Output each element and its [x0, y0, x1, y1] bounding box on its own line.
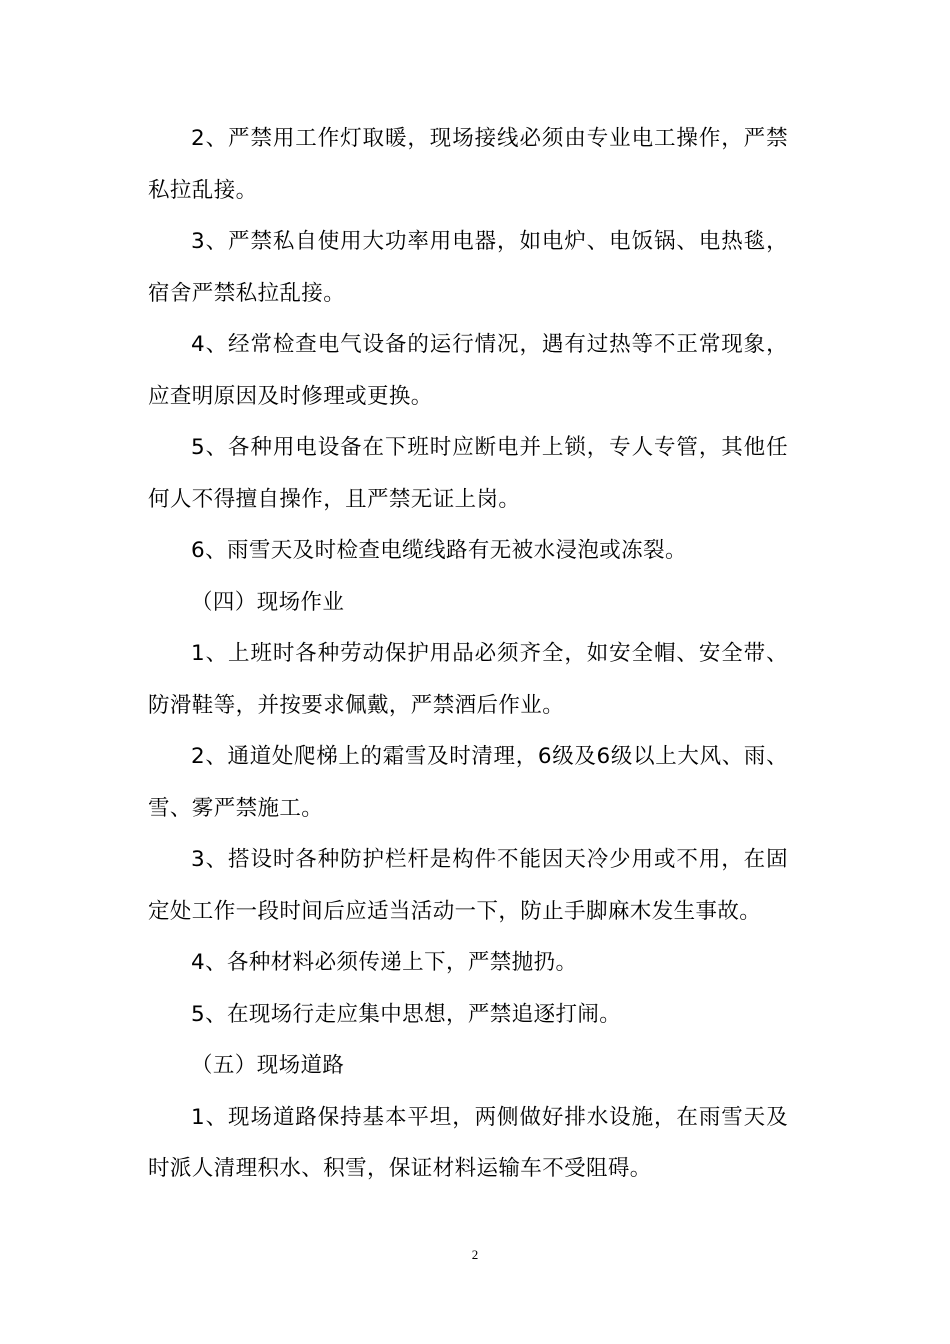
paragraph-site-work-1: 1、上班时各种劳动保护用品必须齐全，如安全帽、安全带、防滑鞋等，并按要求佩戴，严禁酒后作业。	[148, 641, 788, 718]
document-body	[148, 113, 788, 1195]
paragraph-site-work-3: 3、搭设时各种防护栏杆是构件不能因天冷少用或不用，在固定处工作一段时间后应适当活动一下，防止手脚麻木发生事故。	[148, 847, 788, 924]
paragraph-electrical-5: 5、各种用电设备在下班时应断电并上锁，专人专管，其他任何人不得擅自操作，且严禁无证上岗。	[148, 435, 788, 512]
paragraph-electrical-4: 4、经常检查电气设备的运行情况，遇有过热等不正常现象，应查明原因及时修理或更换。	[148, 332, 788, 409]
page-number: 2	[471, 1247, 479, 1262]
paragraph-site-work-4: 4、各种材料必须传递上下，严禁抛扔。	[191, 950, 578, 975]
paragraph-site-work-2: 2、通道处爬梯上的霜雪及时清理，6级及6级以上大风、雨、雪、雾严禁施工。	[148, 744, 788, 821]
paragraph-electrical-6: 6、雨雪天及时检查电缆线路有无被水浸泡或冻裂。	[191, 538, 687, 563]
section-heading-site-work: （四）现场作业	[191, 589, 345, 615]
paragraph-electrical-3: 3、严禁私自使用大功率用电器，如电炉、电饭锅、电热毯，宿舍严禁私拉乱接。	[148, 229, 788, 306]
paragraph-site-work-5: 5、在现场行走应集中思想，严禁追逐打闹。	[191, 1001, 622, 1027]
paragraph-electrical-2: 2、严禁用工作灯取暖，现场接线必须由专业电工操作，严禁私拉乱接。	[148, 126, 788, 203]
section-heading-site-roads: （五）现场道路	[191, 1053, 345, 1078]
paragraph-site-roads-1: 1、现场道路保持基本平坦，两侧做好排水设施，在雨雪天及时派人清理积水、积雪，保证材料运输车不受阻碍。	[148, 1104, 788, 1181]
